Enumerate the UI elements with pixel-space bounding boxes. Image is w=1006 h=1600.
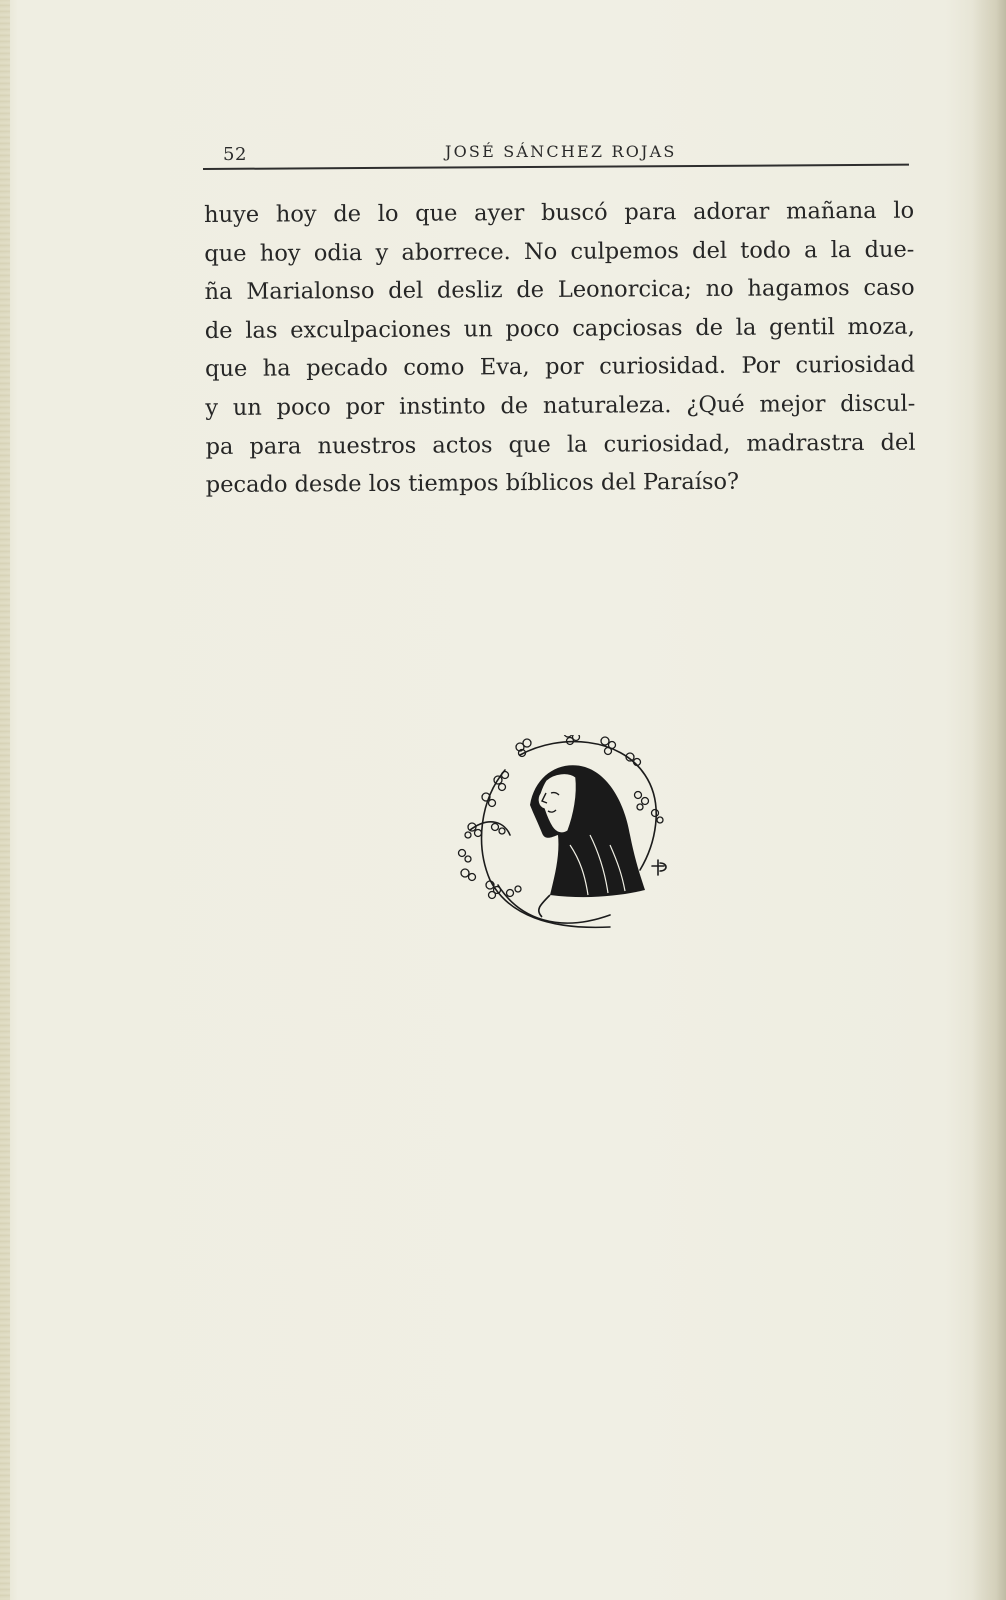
text-line: ña Marialonso del desliz de Leonorcica; no hagamos caso [204,274,915,306]
page-right-gutter [972,0,1006,1600]
text-line: que ha pecado como Eva, por curiosidad. Por curiosidad [204,352,916,383]
text-line: de las exculpaciones un poco capciosas de la gentil moza, [204,313,915,344]
text-line: huye hoy de lo que ayer buscó para adorar mañana lo [204,197,915,228]
text-line: pa para nuestros actos que la curiosidad, madrastra del [205,429,916,460]
page-left-edge [0,0,10,1600]
veiled-woman-vignette-icon [450,735,690,950]
page-number: 52 [223,144,247,165]
text-line: pecado desde los tiempos bíblicos del Paraíso? [205,468,740,499]
body-paragraph [204,192,916,505]
running-head: JOSÉ SÁNCHEZ ROJAS [445,142,677,161]
text-line: que hoy odia y aborrece. No culpemos del todo a la due- [204,236,915,267]
text-line: y un poco por instinto de naturaleza. ¿Qué mejor discul- [205,390,916,421]
